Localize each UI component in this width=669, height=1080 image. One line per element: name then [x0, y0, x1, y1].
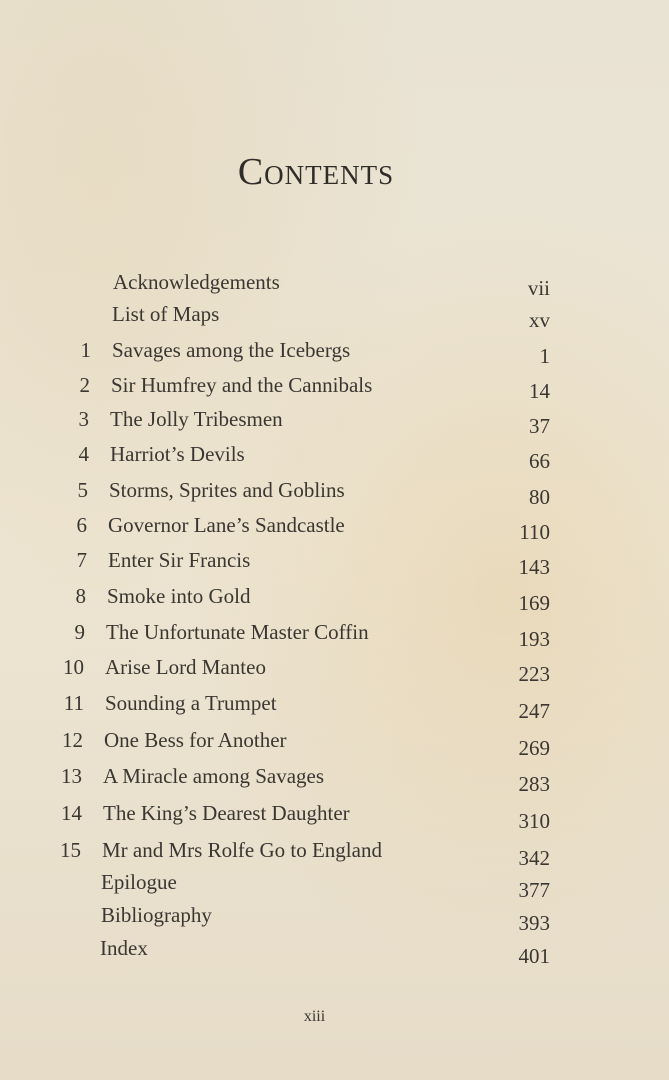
chapter-title: Savages among the Icebergs: [112, 338, 351, 362]
chapter-title: Bibliography: [101, 903, 212, 927]
chapter-number: 3: [78, 407, 89, 431]
chapter-title: Harriot’s Devils: [110, 442, 245, 466]
chapter-title: One Bess for Another: [104, 728, 287, 752]
chapter-number: 10: [63, 655, 84, 679]
chapter-title: The King’s Dearest Daughter: [103, 801, 350, 825]
page-reference: 342: [518, 846, 550, 870]
chapter-title: Epilogue: [101, 870, 177, 894]
toc-entry: [0, 407, 669, 447]
chapter-number: 1: [80, 338, 91, 362]
page-reference: 37: [529, 414, 550, 438]
page-reference: 66: [529, 449, 550, 473]
page-number-footer: xiii: [303, 1008, 326, 1025]
page-reference: 269: [518, 736, 550, 760]
page-reference: 80: [529, 485, 550, 509]
toc-entry: [0, 442, 669, 482]
page-reference: 401: [518, 944, 550, 968]
toc-entry: [0, 691, 669, 731]
chapter-number: 5: [77, 478, 88, 502]
page-reference: 1: [539, 344, 550, 368]
chapter-title: The Jolly Tribesmen: [110, 407, 283, 431]
chapter-number: 12: [62, 728, 83, 752]
chapter-title: Mr and Mrs Rolfe Go to England: [102, 838, 382, 862]
page-reference: 110: [519, 520, 550, 544]
page-title: Contents: [237, 151, 395, 193]
toc-entry: [0, 620, 669, 660]
toc-entry: [0, 338, 669, 378]
page-reference: 283: [518, 772, 550, 796]
chapter-number: 8: [75, 584, 86, 608]
page-reference: 247: [518, 699, 550, 723]
toc-entry: [0, 936, 669, 976]
chapter-number: 4: [78, 442, 89, 466]
toc-entry: [0, 478, 669, 518]
page-reference: 143: [518, 555, 550, 579]
toc-entry: [0, 302, 669, 342]
chapter-title: A Miracle among Savages: [103, 764, 325, 788]
toc-entry: [0, 764, 669, 804]
toc-entry: [0, 728, 669, 768]
chapter-title: Storms, Sprites and Goblins: [109, 478, 345, 502]
toc-entry: [0, 584, 669, 624]
page-reference: xv: [529, 308, 550, 332]
chapter-title: Arise Lord Manteo: [105, 655, 266, 679]
page-reference: 393: [518, 911, 550, 935]
page-reference: 14: [529, 379, 550, 403]
page-reference: 310: [518, 809, 550, 833]
page-reference: 193: [518, 627, 550, 651]
chapter-number: 13: [61, 764, 82, 788]
page-reference: vii: [527, 276, 550, 300]
chapter-title: Index: [100, 936, 148, 960]
toc-entry: [0, 548, 669, 588]
chapter-title: Enter Sir Francis: [108, 548, 251, 572]
chapter-number: 14: [61, 801, 82, 825]
chapter-title: Sounding a Trumpet: [105, 691, 277, 715]
chapter-number: 9: [74, 620, 85, 644]
page-reference: 377: [518, 878, 550, 902]
chapter-title: Governor Lane’s Sandcastle: [108, 513, 345, 537]
chapter-title: The Unfortunate Master Coffin: [106, 620, 369, 644]
toc-entry: [0, 513, 669, 553]
chapter-title: Smoke into Gold: [107, 584, 251, 608]
chapter-title: List of Maps: [112, 302, 220, 326]
chapter-number: 2: [79, 373, 90, 397]
toc-entry: [0, 801, 669, 841]
chapter-title: Acknowledgements: [113, 270, 280, 294]
chapter-title: Sir Humfrey and the Cannibals: [111, 373, 373, 397]
page-reference: 169: [518, 591, 550, 615]
page-reference: 223: [518, 662, 550, 686]
chapter-number: 11: [63, 691, 84, 715]
toc-entry: [0, 655, 669, 695]
chapter-number: 7: [76, 548, 87, 572]
chapter-number: 15: [60, 838, 81, 862]
chapter-number: 6: [76, 513, 87, 537]
